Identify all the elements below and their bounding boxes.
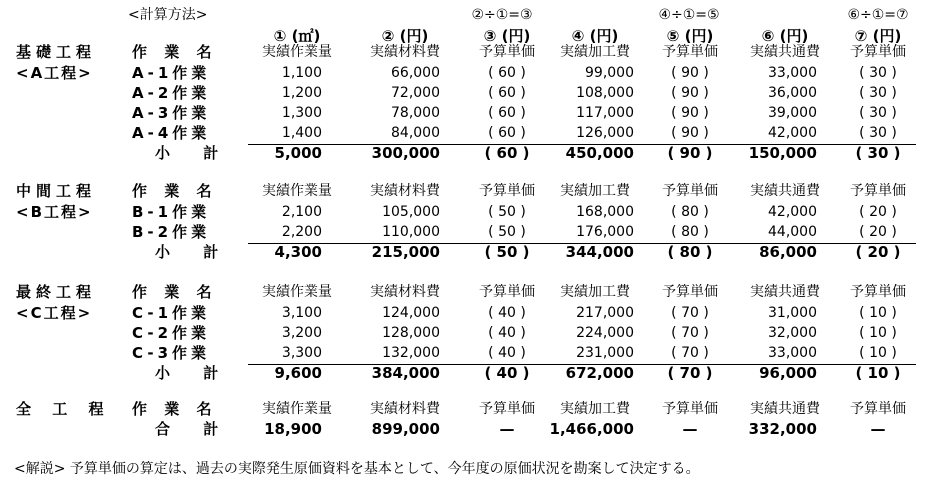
grand-total-label: 合 計 (155, 420, 233, 438)
unit-price-col-3: ( 40 ) (488, 305, 526, 321)
grand-total-title: 全 工 程 (16, 400, 112, 418)
column-header-5: 予算単価 (662, 284, 718, 300)
unit-price-col-3: — (499, 420, 515, 438)
column-header-2: 実績材料費 (370, 44, 440, 60)
column-header-2: 実績材料費 (370, 284, 440, 300)
unit-price-col-5: ( 70 ) (671, 325, 709, 341)
unit-price-col-5: ( 80 ) (671, 204, 709, 220)
unit-price-col-7: ( 30 ) (859, 125, 897, 141)
unit-price-col-3: ( 40 ) (484, 364, 530, 382)
unit-price-col-5: ( 90 ) (671, 105, 709, 121)
unit-price-col-7: ( 30 ) (859, 105, 897, 121)
unit-price-col-5: ( 90 ) (671, 65, 709, 81)
value-col-4: 217,000 (576, 305, 634, 321)
unit-price-col-5: ( 70 ) (671, 345, 709, 361)
column-header-1: 実績作業量 (262, 183, 332, 199)
work-item-name: A-4作業 (132, 124, 211, 142)
unit-price-col-3: ( 50 ) (484, 243, 530, 261)
value-col-6: 36,000 (768, 85, 817, 101)
formula-unit-cost-common: ⑥÷①=⑦ (847, 7, 909, 23)
unit-price-col-7: ( 20 ) (859, 224, 897, 240)
value-col-2: 105,000 (382, 204, 440, 220)
value-col-6: 150,000 (748, 144, 817, 162)
formula-unit-cost-material: ②÷①=③ (471, 7, 533, 23)
value-col-4: 224,000 (576, 325, 634, 341)
column-header-6: 実績共通費 (750, 401, 820, 417)
value-col-6: 32,000 (768, 325, 817, 341)
column-number-2: ② (円) (381, 27, 429, 45)
value-col-6: 42,000 (768, 125, 817, 141)
column-header-7: 予算単価 (850, 183, 906, 199)
unit-price-col-3: ( 50 ) (488, 204, 526, 220)
value-col-1: 1,100 (281, 65, 322, 81)
value-col-4: 126,000 (576, 125, 634, 141)
column-header-6: 実績共通費 (750, 183, 820, 199)
value-col-4: 1,466,000 (549, 420, 634, 438)
explanation-note: <解説> 予算単価の算定は、過去の実際発生原価資料を基本として、今年度の原価状況を勘案して決定する。 (14, 461, 700, 477)
column-header-3: 予算単価 (479, 183, 535, 199)
subtotal-label: 小 計 (155, 144, 233, 162)
unit-price-col-7: — (870, 420, 886, 438)
unit-price-col-5: ( 90 ) (671, 125, 709, 141)
value-col-4: 99,000 (585, 65, 634, 81)
value-col-4: 168,000 (576, 204, 634, 220)
value-col-2: 384,000 (371, 364, 440, 382)
column-header-4: 実績加工費 (560, 284, 630, 300)
unit-price-col-5: ( 90 ) (667, 144, 713, 162)
value-col-6: 33,000 (768, 345, 817, 361)
unit-price-col-5: ( 90 ) (671, 85, 709, 101)
unit-price-col-5: ( 80 ) (667, 243, 713, 261)
column-header-5: 予算単価 (662, 401, 718, 417)
value-col-6: 33,000 (768, 65, 817, 81)
unit-price-col-5: ( 80 ) (671, 224, 709, 240)
value-col-2: 132,000 (382, 345, 440, 361)
work-name-header: 作 業 名 (132, 182, 218, 200)
subtotal-label: 小 計 (155, 364, 233, 382)
value-col-1: 18,900 (264, 420, 322, 438)
unit-price-col-3: ( 60 ) (488, 85, 526, 101)
value-col-4: 450,000 (565, 144, 634, 162)
column-number-5: ⑤ (円) (666, 27, 714, 45)
work-item-name: C-2作業 (132, 324, 211, 342)
column-header-7: 予算単価 (850, 401, 906, 417)
work-item-name: C-1作業 (132, 304, 211, 322)
value-col-2: 124,000 (382, 305, 440, 321)
column-header-3: 予算単価 (479, 44, 535, 60)
unit-price-col-7: ( 30 ) (855, 144, 901, 162)
value-col-4: 176,000 (576, 224, 634, 240)
unit-price-col-3: ( 40 ) (488, 345, 526, 361)
value-col-2: 899,000 (371, 420, 440, 438)
value-col-2: 110,000 (382, 224, 440, 240)
value-col-2: 215,000 (371, 243, 440, 261)
value-col-1: 5,000 (274, 144, 322, 162)
work-name-header: 作 業 名 (132, 283, 218, 301)
unit-price-col-7: ( 10 ) (859, 305, 897, 321)
unit-price-col-7: ( 10 ) (855, 364, 901, 382)
work-item-name: B-2作業 (132, 223, 211, 241)
column-header-4: 実績加工費 (560, 183, 630, 199)
column-header-7: 予算単価 (850, 44, 906, 60)
column-number-1: ① (㎡) (273, 27, 321, 45)
column-header-7: 予算単価 (850, 284, 906, 300)
column-header-1: 実績作業量 (262, 284, 332, 300)
value-col-4: 231,000 (576, 345, 634, 361)
value-col-4: 344,000 (565, 243, 634, 261)
work-name-header: 作 業 名 (132, 43, 218, 61)
value-col-6: 31,000 (768, 305, 817, 321)
unit-price-col-7: ( 10 ) (859, 345, 897, 361)
formula-unit-cost-processing: ④÷①=⑤ (658, 7, 720, 23)
column-header-4: 実績加工費 (560, 44, 630, 60)
unit-price-col-5: ( 70 ) (671, 305, 709, 321)
value-col-4: 672,000 (565, 364, 634, 382)
value-col-6: 42,000 (768, 204, 817, 220)
value-col-1: 3,100 (281, 305, 322, 321)
unit-price-col-3: ( 60 ) (488, 105, 526, 121)
value-col-6: 332,000 (748, 420, 817, 438)
value-col-1: 9,600 (274, 364, 322, 382)
value-col-1: 2,100 (281, 204, 322, 220)
column-header-4: 実績加工費 (560, 401, 630, 417)
value-col-1: 3,300 (281, 345, 322, 361)
column-header-5: 予算単価 (662, 183, 718, 199)
work-item-name: B-1作業 (132, 203, 211, 221)
column-number-4: ④ (円) (571, 27, 619, 45)
work-name-header: 作 業 名 (132, 400, 218, 418)
value-col-1: 4,300 (274, 243, 322, 261)
unit-price-col-7: ( 10 ) (859, 325, 897, 341)
value-col-1: 1,200 (281, 85, 322, 101)
column-header-1: 実績作業量 (262, 44, 332, 60)
value-col-1: 2,200 (281, 224, 322, 240)
subtotal-label: 小 計 (155, 243, 233, 261)
column-header-3: 予算単価 (479, 401, 535, 417)
unit-price-col-7: ( 20 ) (855, 243, 901, 261)
value-col-6: 96,000 (759, 364, 817, 382)
section-title: 中間工程 (16, 182, 97, 200)
section-title: 最終工程 (16, 283, 97, 301)
unit-price-col-5: ( 70 ) (667, 364, 713, 382)
column-header-6: 実績共通費 (750, 44, 820, 60)
unit-price-col-7: ( 30 ) (859, 65, 897, 81)
work-item-name: A-1作業 (132, 64, 211, 82)
work-item-name: A-3作業 (132, 104, 211, 122)
unit-price-col-3: ( 60 ) (488, 125, 526, 141)
column-number-6: ⑥ (円) (761, 27, 809, 45)
value-col-4: 108,000 (576, 85, 634, 101)
value-col-6: 86,000 (759, 243, 817, 261)
column-header-3: 予算単価 (479, 284, 535, 300)
work-item-name: A-2作業 (132, 84, 211, 102)
value-col-2: 128,000 (382, 325, 440, 341)
value-col-2: 300,000 (371, 144, 440, 162)
column-number-3: ③ (円) (483, 27, 531, 45)
value-col-1: 1,400 (281, 125, 322, 141)
section-subtitle: <B工程> (16, 203, 93, 221)
column-number-7: ⑦ (円) (854, 27, 902, 45)
section-title: 基礎工程 (16, 43, 97, 61)
value-col-2: 84,000 (391, 125, 440, 141)
unit-price-col-5: — (682, 420, 698, 438)
unit-price-col-7: ( 30 ) (859, 85, 897, 101)
value-col-2: 66,000 (391, 65, 440, 81)
value-col-6: 39,000 (768, 105, 817, 121)
column-header-5: 予算単価 (662, 44, 718, 60)
value-col-2: 72,000 (391, 85, 440, 101)
calc-method-label: <計算方法> (128, 7, 208, 23)
unit-price-col-3: ( 60 ) (484, 144, 530, 162)
column-header-2: 実績材料費 (370, 401, 440, 417)
value-col-4: 117,000 (576, 105, 634, 121)
section-subtitle: <A工程> (16, 64, 93, 82)
column-header-2: 実績材料費 (370, 183, 440, 199)
column-header-6: 実績共通費 (750, 284, 820, 300)
work-item-name: C-3作業 (132, 344, 211, 362)
column-header-1: 実績作業量 (262, 401, 332, 417)
unit-price-col-7: ( 20 ) (859, 204, 897, 220)
value-col-2: 78,000 (391, 105, 440, 121)
unit-price-col-3: ( 40 ) (488, 325, 526, 341)
unit-price-col-3: ( 50 ) (488, 224, 526, 240)
value-col-1: 1,300 (281, 105, 322, 121)
unit-price-col-3: ( 60 ) (488, 65, 526, 81)
value-col-1: 3,200 (281, 325, 322, 341)
section-subtitle: <C工程> (16, 304, 93, 322)
value-col-6: 44,000 (768, 224, 817, 240)
